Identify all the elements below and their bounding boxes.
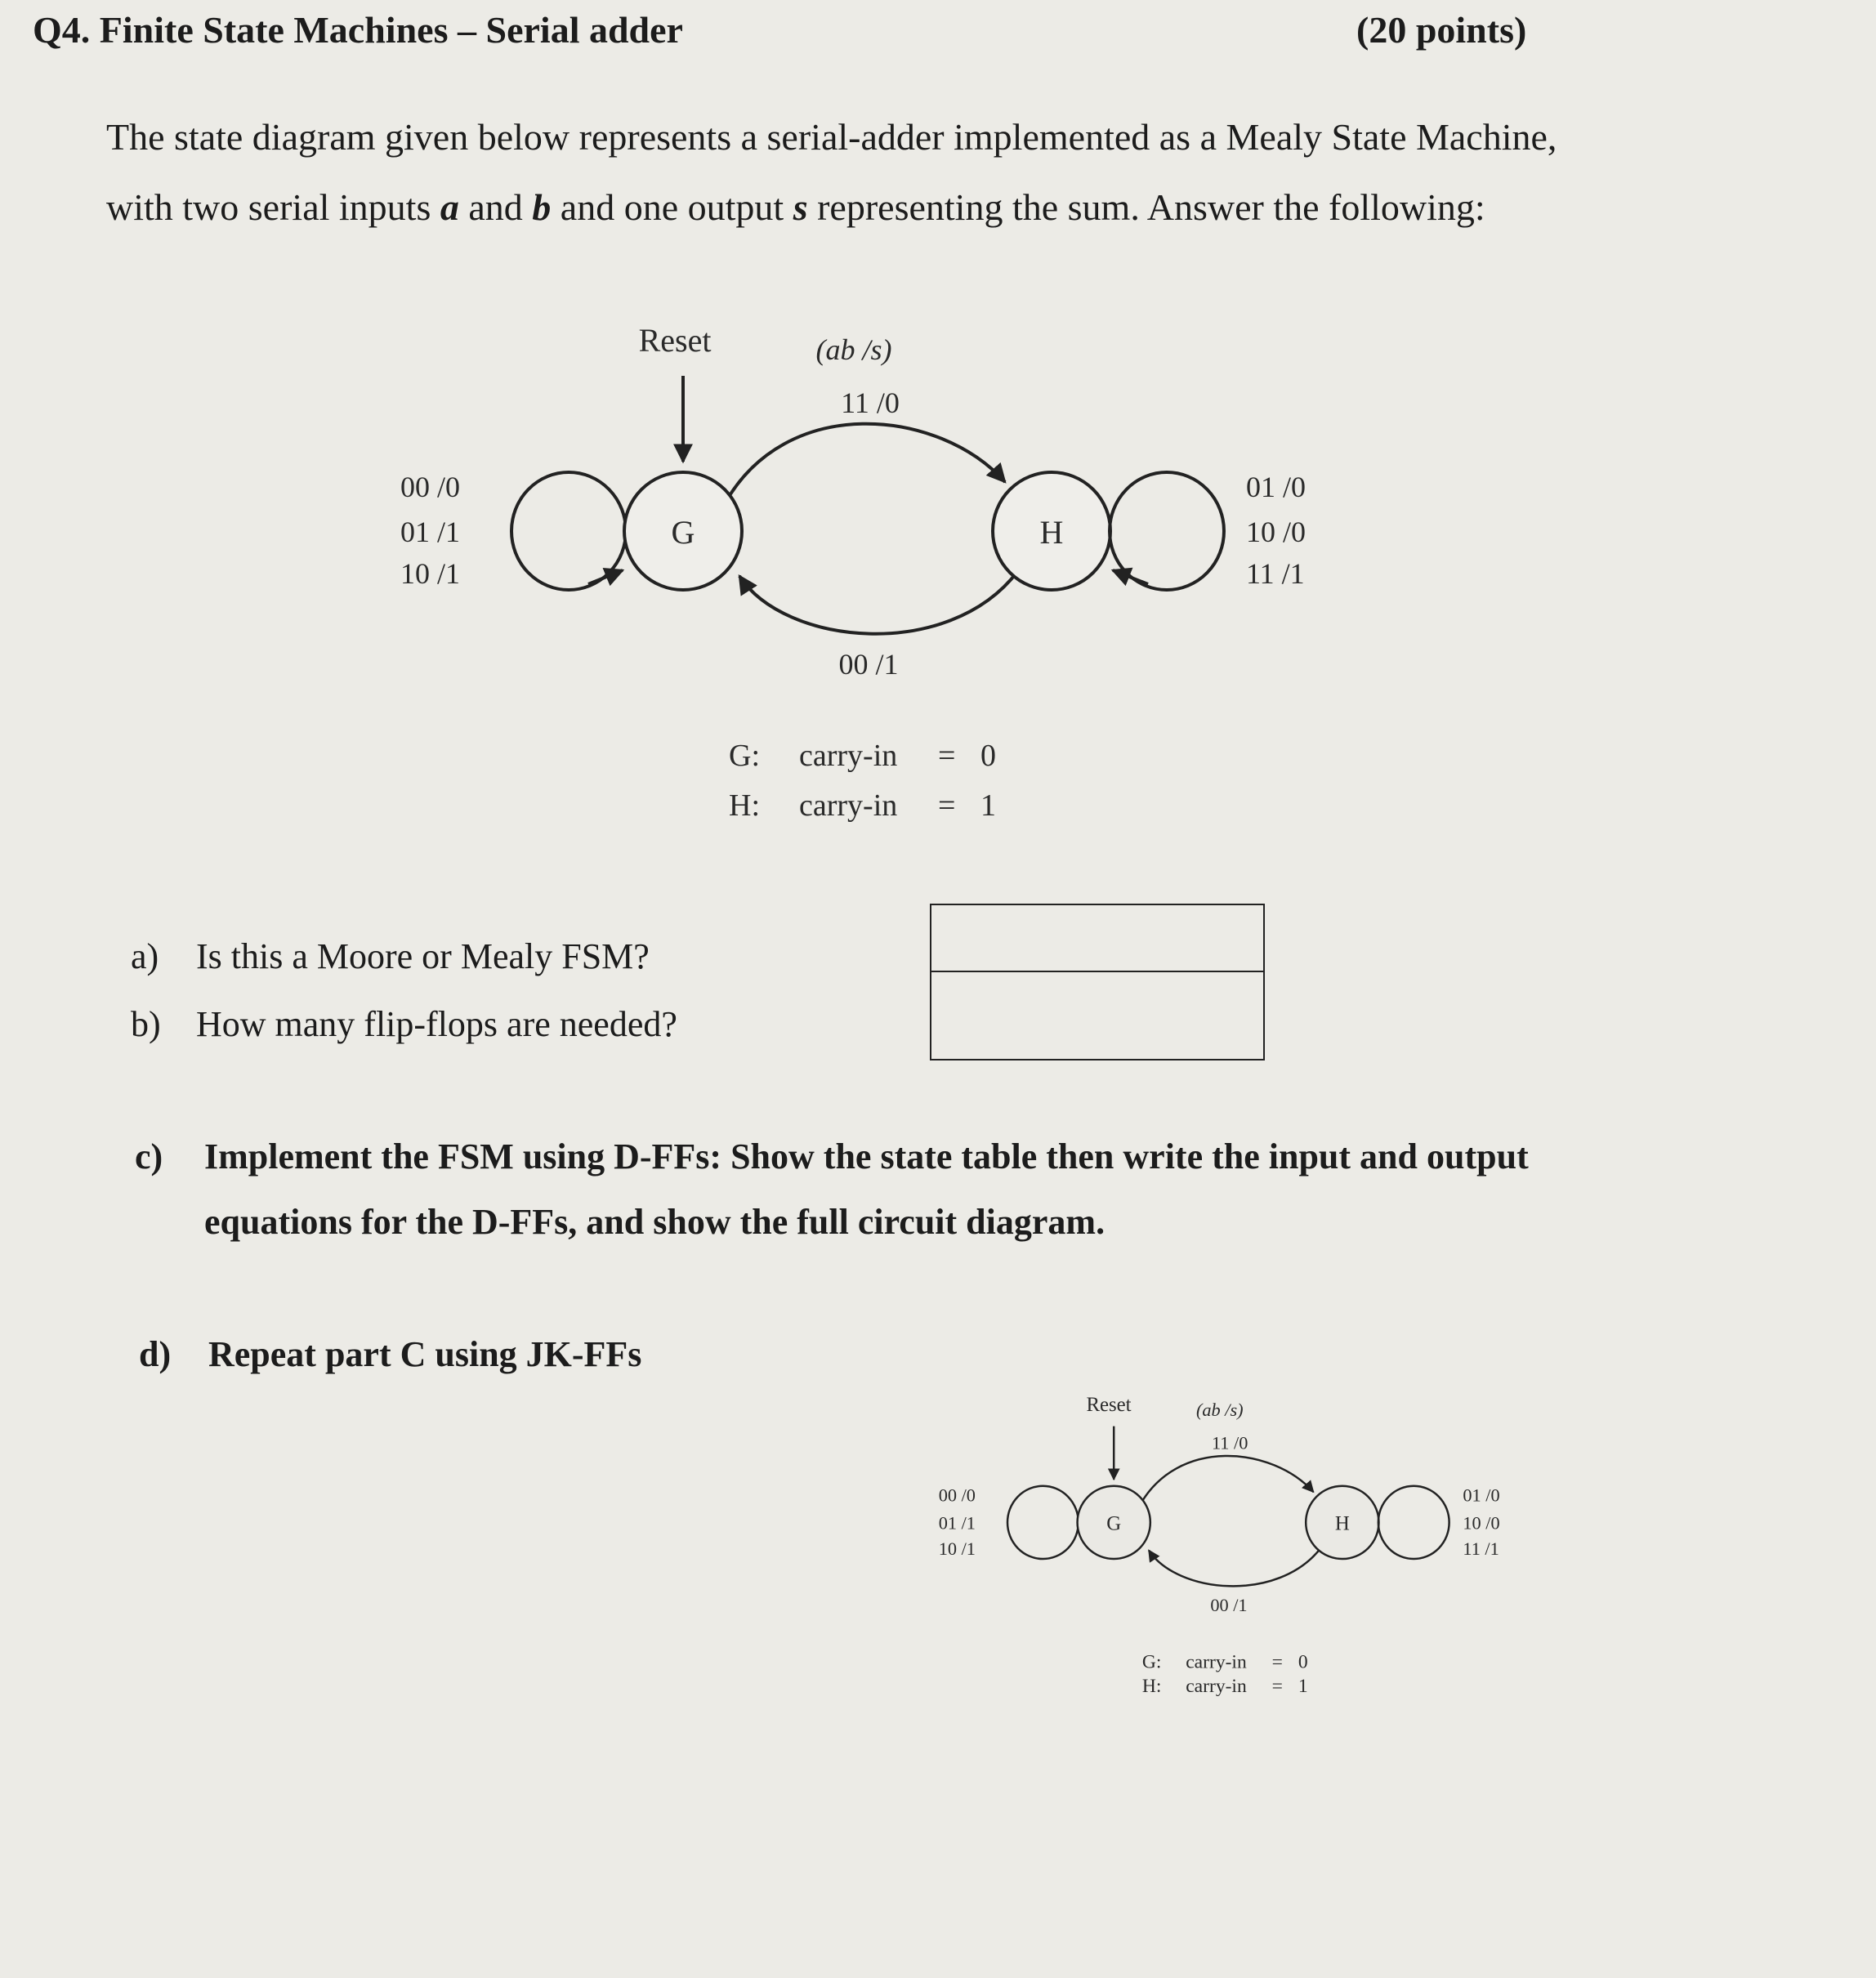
answer-box — [930, 904, 1265, 1060]
answer-field-a[interactable] — [931, 905, 1263, 972]
small-legend-h-val: 1 — [1298, 1676, 1308, 1698]
question-c — [135, 1136, 1529, 1177]
small-edge-g-to-h — [1139, 1456, 1314, 1507]
small-h-loop-label-2: 10 /0 — [1463, 1512, 1500, 1534]
edge-g-to-h-label: 11 /0 — [841, 386, 900, 419]
small-g-loop-label-2: 01 /1 — [938, 1512, 976, 1534]
h-self-loop — [1110, 472, 1224, 590]
h-loop-label-3: 11 /1 — [1246, 557, 1305, 590]
output-s-var: s — [793, 186, 808, 228]
question-d-label: d) — [139, 1334, 172, 1374]
legend-h-state: H: — [729, 788, 760, 823]
small-legend-h-eq: = — [1271, 1676, 1283, 1698]
small-g-loop-label-3: 10 /1 — [938, 1538, 976, 1560]
reset-label: Reset — [638, 322, 712, 359]
input-a-var: a — [440, 186, 459, 228]
small-h-loop-label-1: 01 /0 — [1463, 1485, 1500, 1506]
legend-h-eq: = — [938, 788, 956, 823]
small-edge-g-to-h-label: 11 /0 — [1211, 1432, 1248, 1453]
state-diagram-small — [939, 1394, 1500, 1697]
small-legend-g-val: 0 — [1298, 1651, 1308, 1673]
g-loop-label-2: 01 /1 — [400, 516, 461, 548]
input-b-var: b — [532, 186, 552, 228]
legend-g-eq: = — [938, 739, 956, 773]
small-edge-h-to-g-label: 00 /1 — [1210, 1594, 1248, 1615]
legend-g-text: carry-in — [799, 739, 898, 773]
small-state-g-label: G — [1106, 1512, 1122, 1535]
question-a — [131, 935, 650, 977]
edge-h-to-g — [739, 572, 1017, 634]
question-b — [131, 1003, 677, 1045]
legend-g-val: 0 — [980, 739, 996, 773]
question-a-label: a) — [131, 936, 159, 976]
state-g-label: G — [671, 514, 695, 551]
edge-h-to-g-label: 00 /1 — [838, 648, 899, 681]
intro-text-4: representing the sum. Answer the following: — [807, 186, 1485, 228]
g-self-loop-arrowhead — [588, 570, 623, 584]
small-legend-g-eq: = — [1271, 1651, 1283, 1673]
small-h-self-loop — [1378, 1486, 1449, 1559]
points-label: (20 points) — [1356, 9, 1527, 51]
small-edge-h-to-g — [1149, 1547, 1321, 1586]
question-a-text: Is this a Moore or Mealy FSM? — [196, 936, 650, 976]
small-legend-h-text: carry-in — [1186, 1676, 1247, 1698]
question-d — [139, 1333, 641, 1375]
small-legend-g-state: G: — [1141, 1651, 1162, 1673]
intro-text-1: The state diagram given below represents a serial-adder implemented as a Mealy State Machine, with two serial inputs — [106, 116, 1557, 228]
h-loop-label-1: 01 /0 — [1246, 471, 1306, 503]
small-h-loop-label-3: 11 /1 — [1463, 1538, 1499, 1560]
small-legend-h-state: H: — [1141, 1676, 1162, 1698]
small-g-loop-label-1: 00 /0 — [938, 1485, 976, 1506]
question-c-label: c) — [135, 1136, 163, 1177]
question-b-text: How many flip-flops are needed? — [196, 1004, 677, 1044]
legend-h-val: 1 — [980, 788, 996, 823]
legend-g-state: G: — [729, 739, 760, 773]
small-state-h-label: H — [1334, 1512, 1350, 1535]
small-legend-ab-s: (ab /s) — [1195, 1400, 1244, 1421]
question-c-line1: Implement the FSM using D-FFs: Show the state table then write the input and output — [204, 1136, 1529, 1177]
main-diagram-group — [400, 322, 1306, 823]
intro-text-3: and one output — [551, 186, 793, 228]
state-h-label: H — [1039, 514, 1064, 551]
question-b-label: b) — [131, 1004, 161, 1044]
g-self-loop — [511, 472, 626, 590]
legend-ab-s: (ab /s) — [815, 333, 892, 366]
small-legend-g-text: carry-in — [1186, 1651, 1247, 1673]
h-loop-label-2: 10 /0 — [1246, 516, 1306, 548]
question-c-line2: equations for the D-FFs, and show the full circuit diagram. — [204, 1202, 1106, 1242]
intro-text-2: and — [458, 186, 533, 228]
small-reset-label: Reset — [1086, 1394, 1132, 1416]
legend-h-text: carry-in — [799, 788, 898, 823]
edge-g-to-h — [723, 424, 1005, 507]
question-d-text: Repeat part C using JK-FFs — [208, 1334, 642, 1374]
g-loop-label-1: 00 /0 — [400, 471, 461, 503]
small-g-self-loop — [1007, 1486, 1079, 1559]
question-title: Q4. Finite State Machines – Serial adder — [33, 9, 683, 51]
h-self-loop-arrowhead — [1113, 570, 1148, 584]
answer-field-b[interactable] — [931, 972, 1263, 1059]
g-loop-label-3: 10 /1 — [400, 557, 461, 590]
